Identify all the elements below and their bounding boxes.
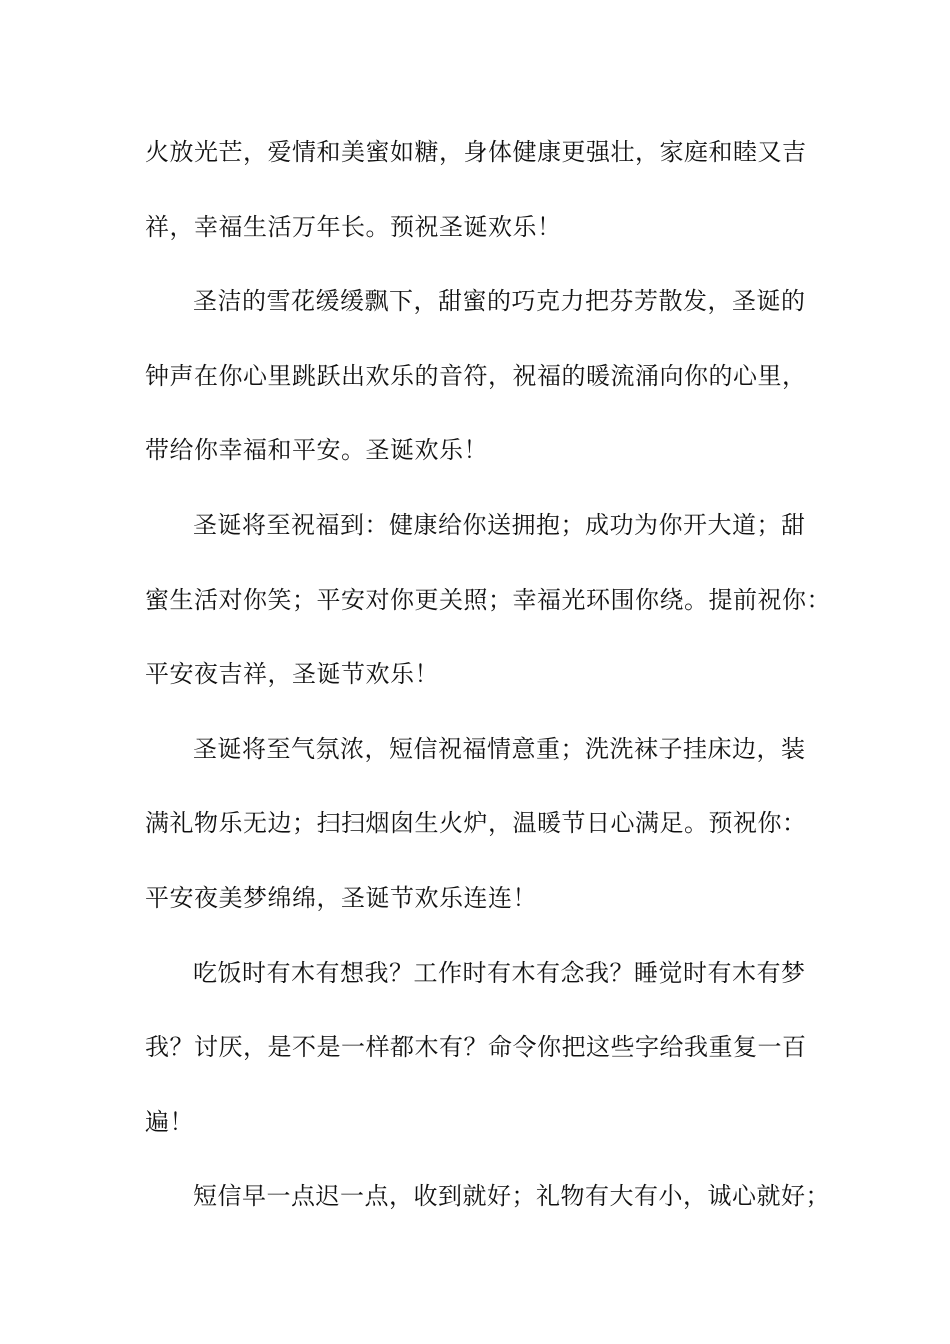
paragraph-start-line: 吃饭时有木有想我？工作时有木有念我？睡觉时有木有梦 xyxy=(193,958,806,987)
text-line: 蜜生活对你笑；平安对你更关照；幸福光环围你绕。提前祝你： xyxy=(145,585,831,614)
text-line: 带给你幸福和平安。圣诞欢乐！ xyxy=(145,436,488,465)
text-line: 祥，幸福生活万年长。预祝圣诞欢乐！ xyxy=(145,212,562,241)
paragraph-start-line: 短信早一点迟一点，收到就好；礼物有大有小，诚心就好； xyxy=(193,1182,830,1211)
text-line: 火放光芒，爱情和美蜜如糖，身体健康更强壮，家庭和睦又吉 xyxy=(145,138,807,166)
text-line: 钟声在你心里跳跃出欢乐的音符，祝福的暖流涌向你的心里， xyxy=(145,361,807,390)
text-line: 我？讨厌，是不是一样都木有？命令你把这些字给我重复一百 xyxy=(145,1033,807,1062)
text-line: 平安夜美梦绵绵，圣诞节欢乐连连！ xyxy=(145,883,537,912)
text-line: 满礼物乐无边；扫扫烟囱生火炉，温暖节日心满足。预祝你： xyxy=(145,809,807,838)
text-line: 平安夜吉祥，圣诞节欢乐！ xyxy=(145,660,439,689)
paragraph-start-line: 圣诞将至祝福到：健康给你送拥抱；成功为你开大道；甜 xyxy=(193,510,806,539)
document-body xyxy=(145,128,831,1247)
paragraph-start-line: 圣洁的雪花缓缓飘下，甜蜜的巧克力把芬芳散发，圣诞的 xyxy=(193,287,806,316)
text-line: 遍！ xyxy=(145,1107,194,1136)
paragraph-start-line: 圣诞将至气氛浓，短信祝福情意重；洗洗袜子挂床边，装 xyxy=(193,734,806,763)
